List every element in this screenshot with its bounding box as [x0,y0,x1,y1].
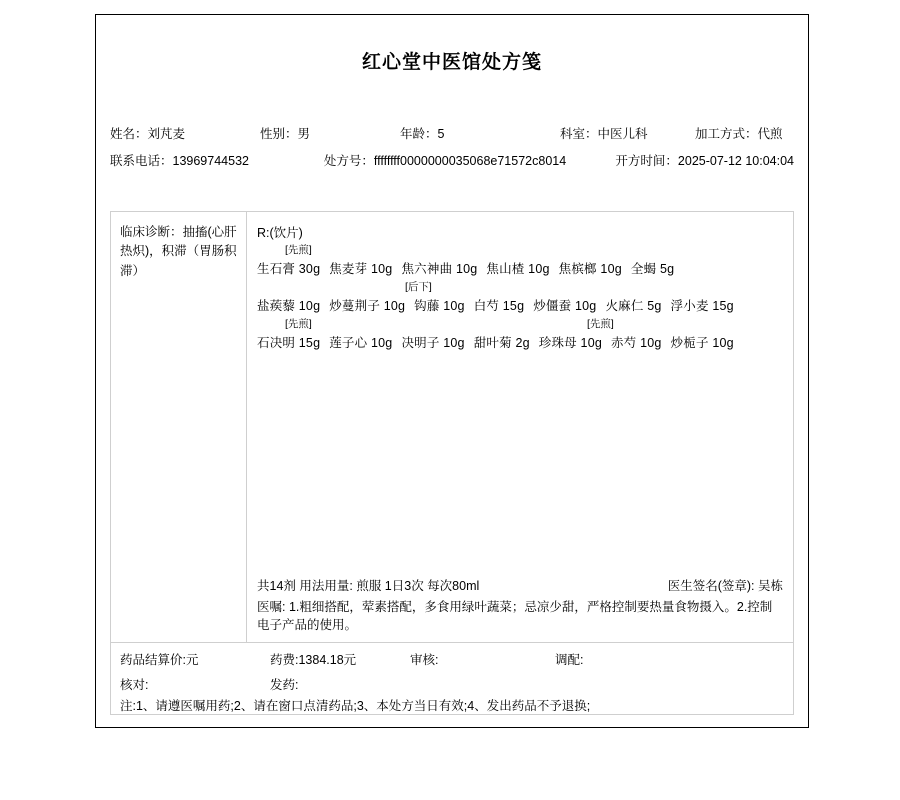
herb-line [257,295,783,317]
medical-advice: 医嘱: 1.粗细搭配，荤素搭配，多食用绿叶蔬菜；忌凉少甜，严格控制要热量食物摄入。2.控制电子产品的使用。 [257,599,773,632]
herb-group [257,243,783,280]
herb-line [257,332,783,354]
usage-row [257,576,783,594]
herb-item: 生石膏 30g [257,262,321,276]
herb-item: 钩藤 10g [414,299,465,313]
prescription-body [110,211,794,643]
herb-note: [先煎] [285,244,312,256]
herb-item: 莲子心 10g [329,336,393,350]
clinical-diagnosis: 临床诊断：抽搐(心肝热炽)，积滞（胃肠积滞） [111,212,247,642]
herb-item: 甜叶菊 2g [473,336,530,350]
herb-note: [先煎] [285,318,312,330]
herb-item: 珍珠母 10g [538,336,603,350]
herb-group [257,317,783,354]
prescription-head: R:(饮片) [257,226,303,240]
medicine-fee: 药费:1384.18元 [270,653,357,667]
herb-group [257,280,783,317]
settlement-section [110,643,794,715]
herb-note: [先煎] [587,318,614,330]
verify-field: 核对: [120,678,149,692]
processing-method: 加工方式：代煎 [695,127,783,141]
doctor-signature: 医生签名(签章): 吴栋 [667,578,783,593]
herb-note: [后下] [405,281,432,293]
prescription-sheet [95,14,809,728]
footer-note: 注:1、请遵医嘱用药;2、请在窗口点清药品;3、本处方当日有效;4、发出药品不予退换; [120,699,591,713]
herb-item: 焦槟榔 10g [558,262,622,276]
herb-item: 盐蒺藜 10g [257,299,321,313]
patient-phone: 联系电话：13969744532 [110,154,249,168]
herb-item: 炒僵蚕 10g [533,299,597,313]
herb-item: 全蝎 5g [630,262,675,276]
patient-meta [96,124,808,169]
settlement-row-2 [120,675,784,693]
herb-item: 焦山楂 10g [486,262,550,276]
patient-meta-row-1 [110,124,794,142]
herb-item: 石决明 15g [257,336,321,350]
patient-sex: 性别：男 [260,127,311,141]
prescription-time: 开方时间：2025-07-12 10:04:04 [615,154,794,168]
settlement-row-1 [120,650,784,668]
herb-item: 炒栀子 10g [670,336,734,350]
herb-item: 炒蔓荆子 10g [329,299,406,313]
herb-item: 赤芍 10g [611,336,662,350]
patient-name: 姓名：刘芃麦 [110,127,186,141]
herb-item: 焦六神曲 10g [401,262,478,276]
prescription-content [247,212,793,642]
herb-item: 焦麦芽 10g [329,262,393,276]
page-title: 红心堂中医馆处方笺 [361,52,542,73]
herb-item: 决明子 10g [401,336,465,350]
patient-meta-row-2 [110,151,794,169]
herb-note-line [257,243,783,258]
issue-field: 发药: [270,678,299,692]
herb-item: 火麻仁 5g [605,299,662,313]
audit-field: 审核: [410,653,439,667]
prescription-number: 处方号：ffffffff0000000035068e71572c8014 [323,154,567,168]
patient-department: 科室：中医儿科 [560,127,648,141]
herb-item: 浮小麦 15g [670,299,734,313]
herb-line [257,258,783,280]
prescription-footer [257,576,783,634]
usage-dosage: 共14剂 用法用量: 煎服 1日3次 每次80ml [257,578,480,593]
settlement-price: 药品结算价:元 [120,653,199,667]
herb-note-line [257,280,783,295]
patient-age: 年龄：5 [400,127,445,141]
dispense-field: 调配: [555,653,584,667]
herb-item: 白芍 15g [473,299,525,313]
herb-note-line [257,317,783,332]
